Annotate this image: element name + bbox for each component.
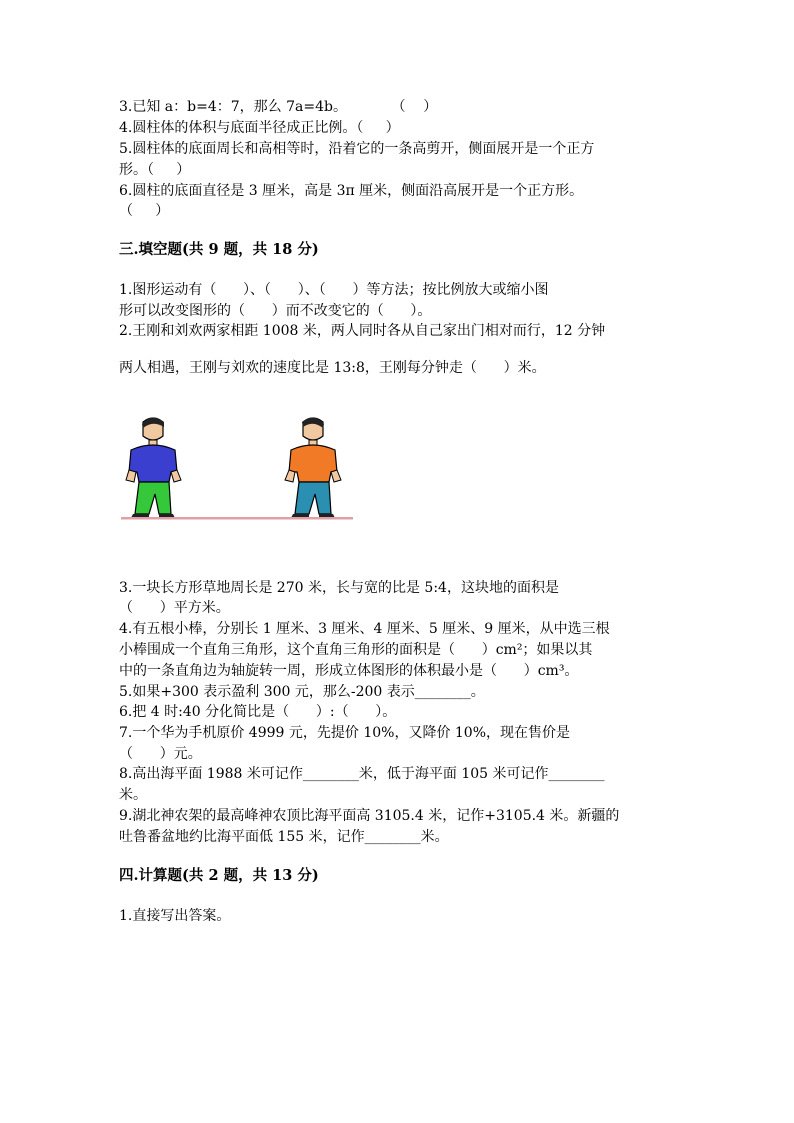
tf-item-4: 4.圆柱体的体积与底面半径成正比例。（ ） bbox=[119, 120, 400, 136]
tf-item-5-line1: 5.圆柱体的底面周长和高相等时，沿着它的一条高剪开，侧面展开是一个正方 bbox=[119, 141, 595, 157]
fill-q9-line2: 吐鲁番盆地约比海平面低 155 米，记作________米。 bbox=[119, 829, 449, 845]
fill-q2-line1: 2.王刚和刘欢两家相距 1008 米，两人同时各从自己家出门相对而行，12 分钟 bbox=[119, 323, 606, 339]
fill-q7-line1: 7.一个华为手机原价 4999 元，先提价 10%，又降价 10%，现在售价是 bbox=[119, 725, 571, 741]
fill-q4-line1: 4.有五根小棒，分别长 1 厘米、3 厘米、4 厘米、5 厘米、9 厘米，从中选三根 bbox=[119, 621, 610, 637]
right-person-figure bbox=[285, 417, 341, 518]
calc-q1: 1.直接写出答案。 bbox=[119, 908, 231, 924]
left-person-figure bbox=[126, 417, 181, 518]
fill-q2-line2: 两人相遇，王刚与刘欢的速度比是 13:8，王刚每分钟走（ ）米。 bbox=[119, 360, 546, 376]
fill-q7-line2: （ ）元。 bbox=[119, 746, 202, 762]
ground-line bbox=[121, 517, 353, 520]
two-people-illustration bbox=[119, 410, 359, 525]
section-3-title: 三.填空题(共 9 题，共 18 分) bbox=[119, 241, 319, 258]
fill-q1-line2: 形可以改变图形的（ ）而不改变它的（ ）。 bbox=[119, 303, 432, 319]
fill-q9-line1: 9.湖北神农架的最高峰神农顶比海平面高 3105.4 米，记作+3105.4 米。新疆的 bbox=[119, 808, 620, 824]
tf-item-3: 3.已知 a：b=4：7，那么 7a=4b。 （ ） bbox=[119, 99, 438, 115]
section-4-title: 四.计算题(共 2 题，共 13 分) bbox=[119, 867, 319, 884]
fill-q8-line1: 8.高出海平面 1988 米可记作________米，低于海平面 105 米可记作________ bbox=[119, 766, 605, 782]
tf-item-6-line1: 6.圆柱的底面直径是 3 厘米，高是 3π 厘米，侧面沿高展开是一个正方形。 bbox=[119, 183, 584, 199]
fill-q1-line1: 1.图形运动有（ ）、（ ）、（ ）等方法；按比例放大或缩小图 bbox=[119, 282, 549, 298]
fill-q4-line3: 中的一条直角边为轴旋转一周，形成立体图形的体积最小是（ ）cm³。 bbox=[119, 663, 579, 679]
fill-q6: 6.把 4 时:40 分化简比是（ ）:（ ）。 bbox=[119, 704, 397, 720]
tf-item-5-line2: 形。（ ） bbox=[119, 162, 191, 178]
fill-q5: 5.如果+300 表示盈利 300 元，那么-200 表示________。 bbox=[119, 684, 485, 700]
fill-q3-line2: （ ）平方米。 bbox=[119, 600, 230, 616]
fill-q8-line2: 米。 bbox=[119, 787, 147, 803]
fill-q3-line1: 3.一块长方形草地周长是 270 米，长与宽的比是 5:4，这块地的面积是 bbox=[119, 580, 559, 596]
tf-item-6-line2: （ ） bbox=[119, 203, 170, 219]
fill-q4-line2: 小棒围成一个直角三角形，这个直角三角形的面积是（ ）cm²；如果以其 bbox=[119, 642, 593, 658]
